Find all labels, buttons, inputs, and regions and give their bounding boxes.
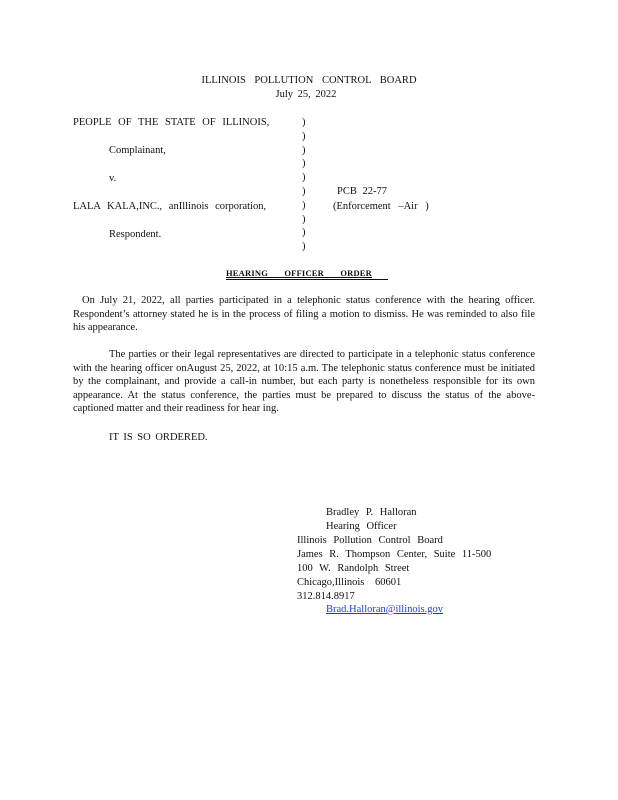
respondent-name: LALA KALA,INC., anIllinois corporation, <box>73 201 267 212</box>
versus-label: v. <box>109 173 117 184</box>
paren: ) <box>302 172 306 184</box>
respondent-role: Respondent. <box>109 229 162 240</box>
complainant-role: Complainant, <box>109 145 166 156</box>
paren: ) <box>302 185 306 197</box>
agency-name: ILLINOIS POLLUTION CONTROL BOARD <box>201 75 417 86</box>
signer-organization: Illinois Pollution Control Board <box>297 535 443 546</box>
caption-parentheses <box>302 116 306 254</box>
signer-city: Chicago,Illinois 60601 <box>297 577 402 588</box>
closing-statement: IT IS SO ORDERED. <box>109 432 208 443</box>
paren: ) <box>302 213 306 225</box>
paren: ) <box>302 241 306 253</box>
case-number: PCB 22-77 <box>337 186 387 197</box>
paragraph-status-conference: On July 21, 2022, all parties participated in a telephonic status conference with the hearing officer. Respondent’s attorney stated he is in the process of filing a motion to dismiss. He was reminded to also file his appearance. <box>73 295 535 334</box>
plaintiff-name: PEOPLE OF THE STATE OF ILLINOIS, <box>73 117 270 128</box>
paren: ) <box>302 130 306 142</box>
paragraph-directive: The parties or their legal representatives are directed to participate in a telephonic status conference with the hearing officer onAugust 25, 2022, at 10:15 a.m. The telephonic status conference must be initiated by the complainant, and provide a call-in number, but each party is nonetheless responsible for its own appearance. At the status conference, the parties must be prepared to discuss the status of the above- captioned matter and their readiness for hear ing. <box>73 349 535 415</box>
signer-email-link[interactable]: Brad.Halloran@illinois.gov <box>326 604 443 615</box>
order-title: HEARING OFFICER ORDER <box>226 268 388 280</box>
signer-name: Bradley P. Halloran <box>326 507 417 518</box>
signer-phone: 312.814.8917 <box>297 591 355 602</box>
order-date: July 25, 2022 <box>275 89 337 100</box>
paren: ) <box>302 199 306 211</box>
signer-address-line1: James R. Thompson Center, Suite 11-500 <box>297 549 492 560</box>
paren: ) <box>302 227 306 239</box>
paren: ) <box>302 158 306 170</box>
signer-title: Hearing Officer <box>326 521 397 532</box>
paren: ) <box>302 117 306 128</box>
signer-address-line2: 100 W. Randolph Street <box>297 563 410 574</box>
case-type: (Enforcement –Air ) <box>333 201 429 212</box>
paren: ) <box>302 144 306 156</box>
